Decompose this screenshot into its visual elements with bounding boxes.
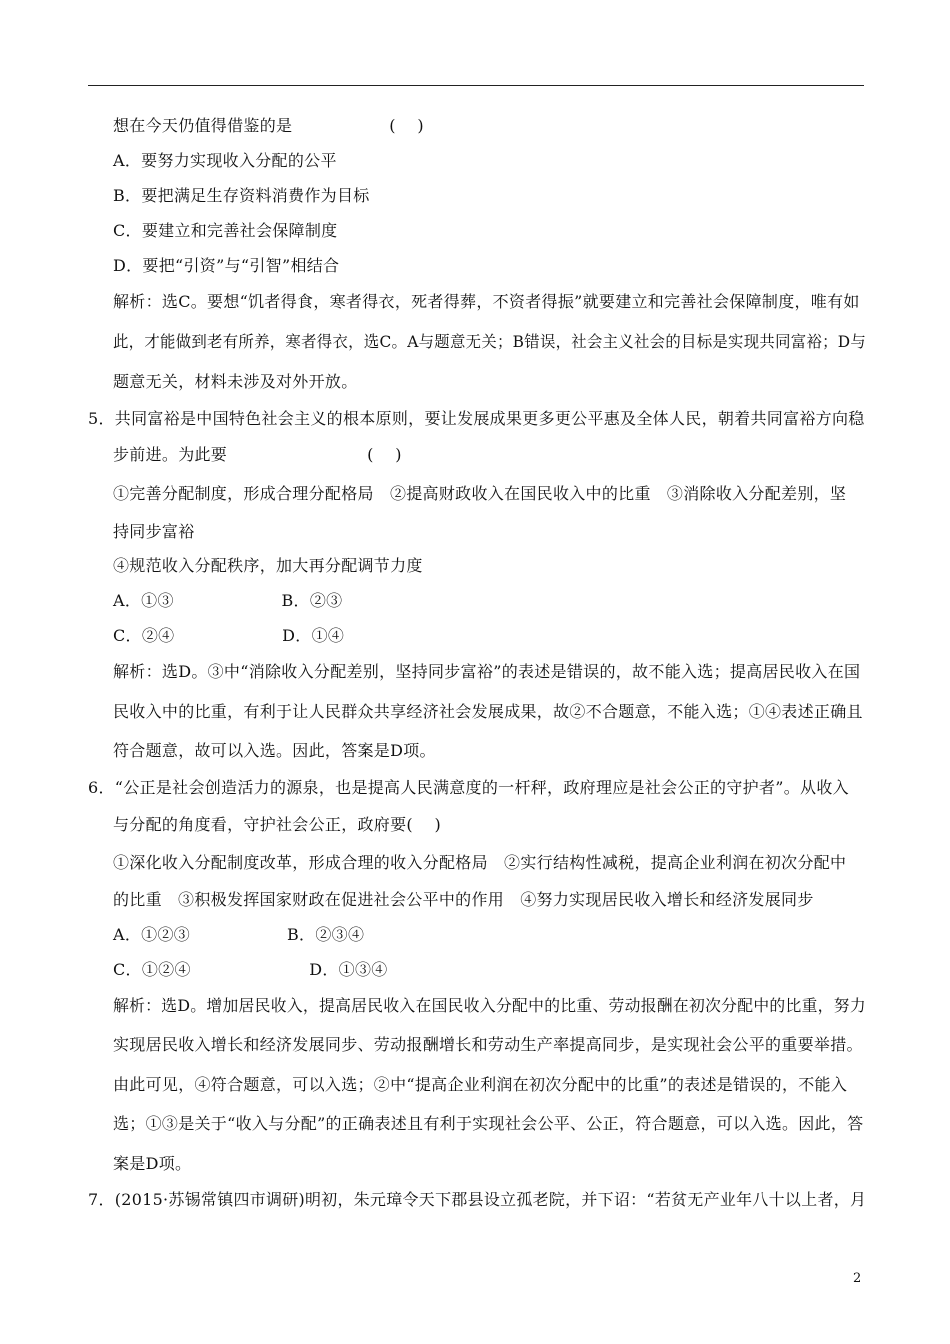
options-row: C．①②④ D．①③④ (113, 960, 388, 979)
question-5-stem: 5．共同富裕是中国特色社会主义的根本原则，要让发展成果更多更公平惠及全体人民，朝着共同富裕方向稳 (88, 409, 865, 428)
analysis-line: 由此可见，④符合题意，可以入选；②中“提高企业利润在初次分配中的比重”的表述是错误的，不能入 (113, 1075, 848, 1094)
page-number: 2 (853, 1271, 862, 1286)
statement-line: 的比重 ③积极发挥国家财政在促进社会公平中的作用 ④努力实现居民收入增长和经济发展同步 (113, 890, 814, 909)
header-rule (88, 85, 864, 86)
statement-line: ①完善分配制度，形成合理分配格局 ②提高财政收入在国民收入中的比重 ③消除收入分配差别，坚 (113, 484, 847, 503)
analysis-line: 题意无关，材料未涉及对外开放。 (113, 372, 358, 391)
question-6-stem: 6．“公正是社会创造活力的源泉，也是提高人民满意度的一杆秤，政府理应是社会公正的守护者”。从收入 (88, 778, 849, 797)
options-row: A．①②③ B．②③④ (113, 925, 365, 944)
analysis-line: 选；①③是关于“收入与分配”的正确表述且有利于实现社会公平、公正，符合题意，可以入选。因此，答 (113, 1114, 864, 1133)
options-row: A．①③ B．②③ (113, 591, 343, 610)
question-5-stem: 步前进。为此要 ( ) (113, 445, 402, 464)
analysis-line: 民收入中的比重，有利于让人民群众共享经济社会发展成果，故②不合题意，不能入选；①④表述正确且 (113, 702, 863, 721)
analysis-line: 解析：选C。要想“饥者得食，寒者得衣，死者得葬，不资者得振”就要建立和完善社会保障制度，唯有如 (113, 292, 860, 311)
option-a: A．要努力实现收入分配的公平 (113, 151, 337, 170)
analysis-line: 解析：选D。③中“消除收入分配差别，坚持同步富裕”的表述是错误的，故不能入选；提高居民收入在国 (113, 662, 861, 681)
analysis-line: 解析：选D。增加居民收入，提高居民收入在国民收入分配中的比重、劳动报酬在初次分配中的比重，努力 (113, 996, 866, 1015)
analysis-line: 此，才能做到老有所养，寒者得衣，选C。A与题意无关；B错误，社会主义社会的目标是实现共同富裕；D与 (113, 332, 867, 351)
statement-line: 持同步富裕 (113, 522, 195, 541)
statement-line: ④规范收入分配秩序，加大再分配调节力度 (113, 556, 423, 575)
analysis-line: 符合题意，故可以入选。因此，答案是D项。 (113, 741, 436, 760)
analysis-line: 实现居民收入增长和经济发展同步、劳动报酬增长和劳动生产率提高同步，是实现社会公平的重要举措。 (113, 1035, 863, 1054)
analysis-line: 案是D项。 (113, 1154, 192, 1173)
option-d: D．要把“引资”与“引智”相结合 (113, 256, 340, 275)
question-6-stem: 与分配的角度看，守护社会公正，政府要( ) (113, 815, 442, 834)
option-b: B．要把满足生存资料消费作为目标 (113, 186, 370, 205)
statement-line: ①深化收入分配制度改革，形成合理的收入分配格局 ②实行结构性减税，提高企业利润在初次分配中 (113, 853, 847, 872)
options-row: C．②④ D．①④ (113, 626, 345, 645)
question-7-stem: 7．(2015·苏锡常镇四市调研)明初，朱元璋令天下郡县设立孤老院，并下诏：“若贫无产业年八十以上者，月 (88, 1190, 867, 1209)
text-line: 想在今天仍值得借鉴的是 ( ) (113, 116, 424, 135)
option-c: C．要建立和完善社会保障制度 (113, 221, 338, 240)
